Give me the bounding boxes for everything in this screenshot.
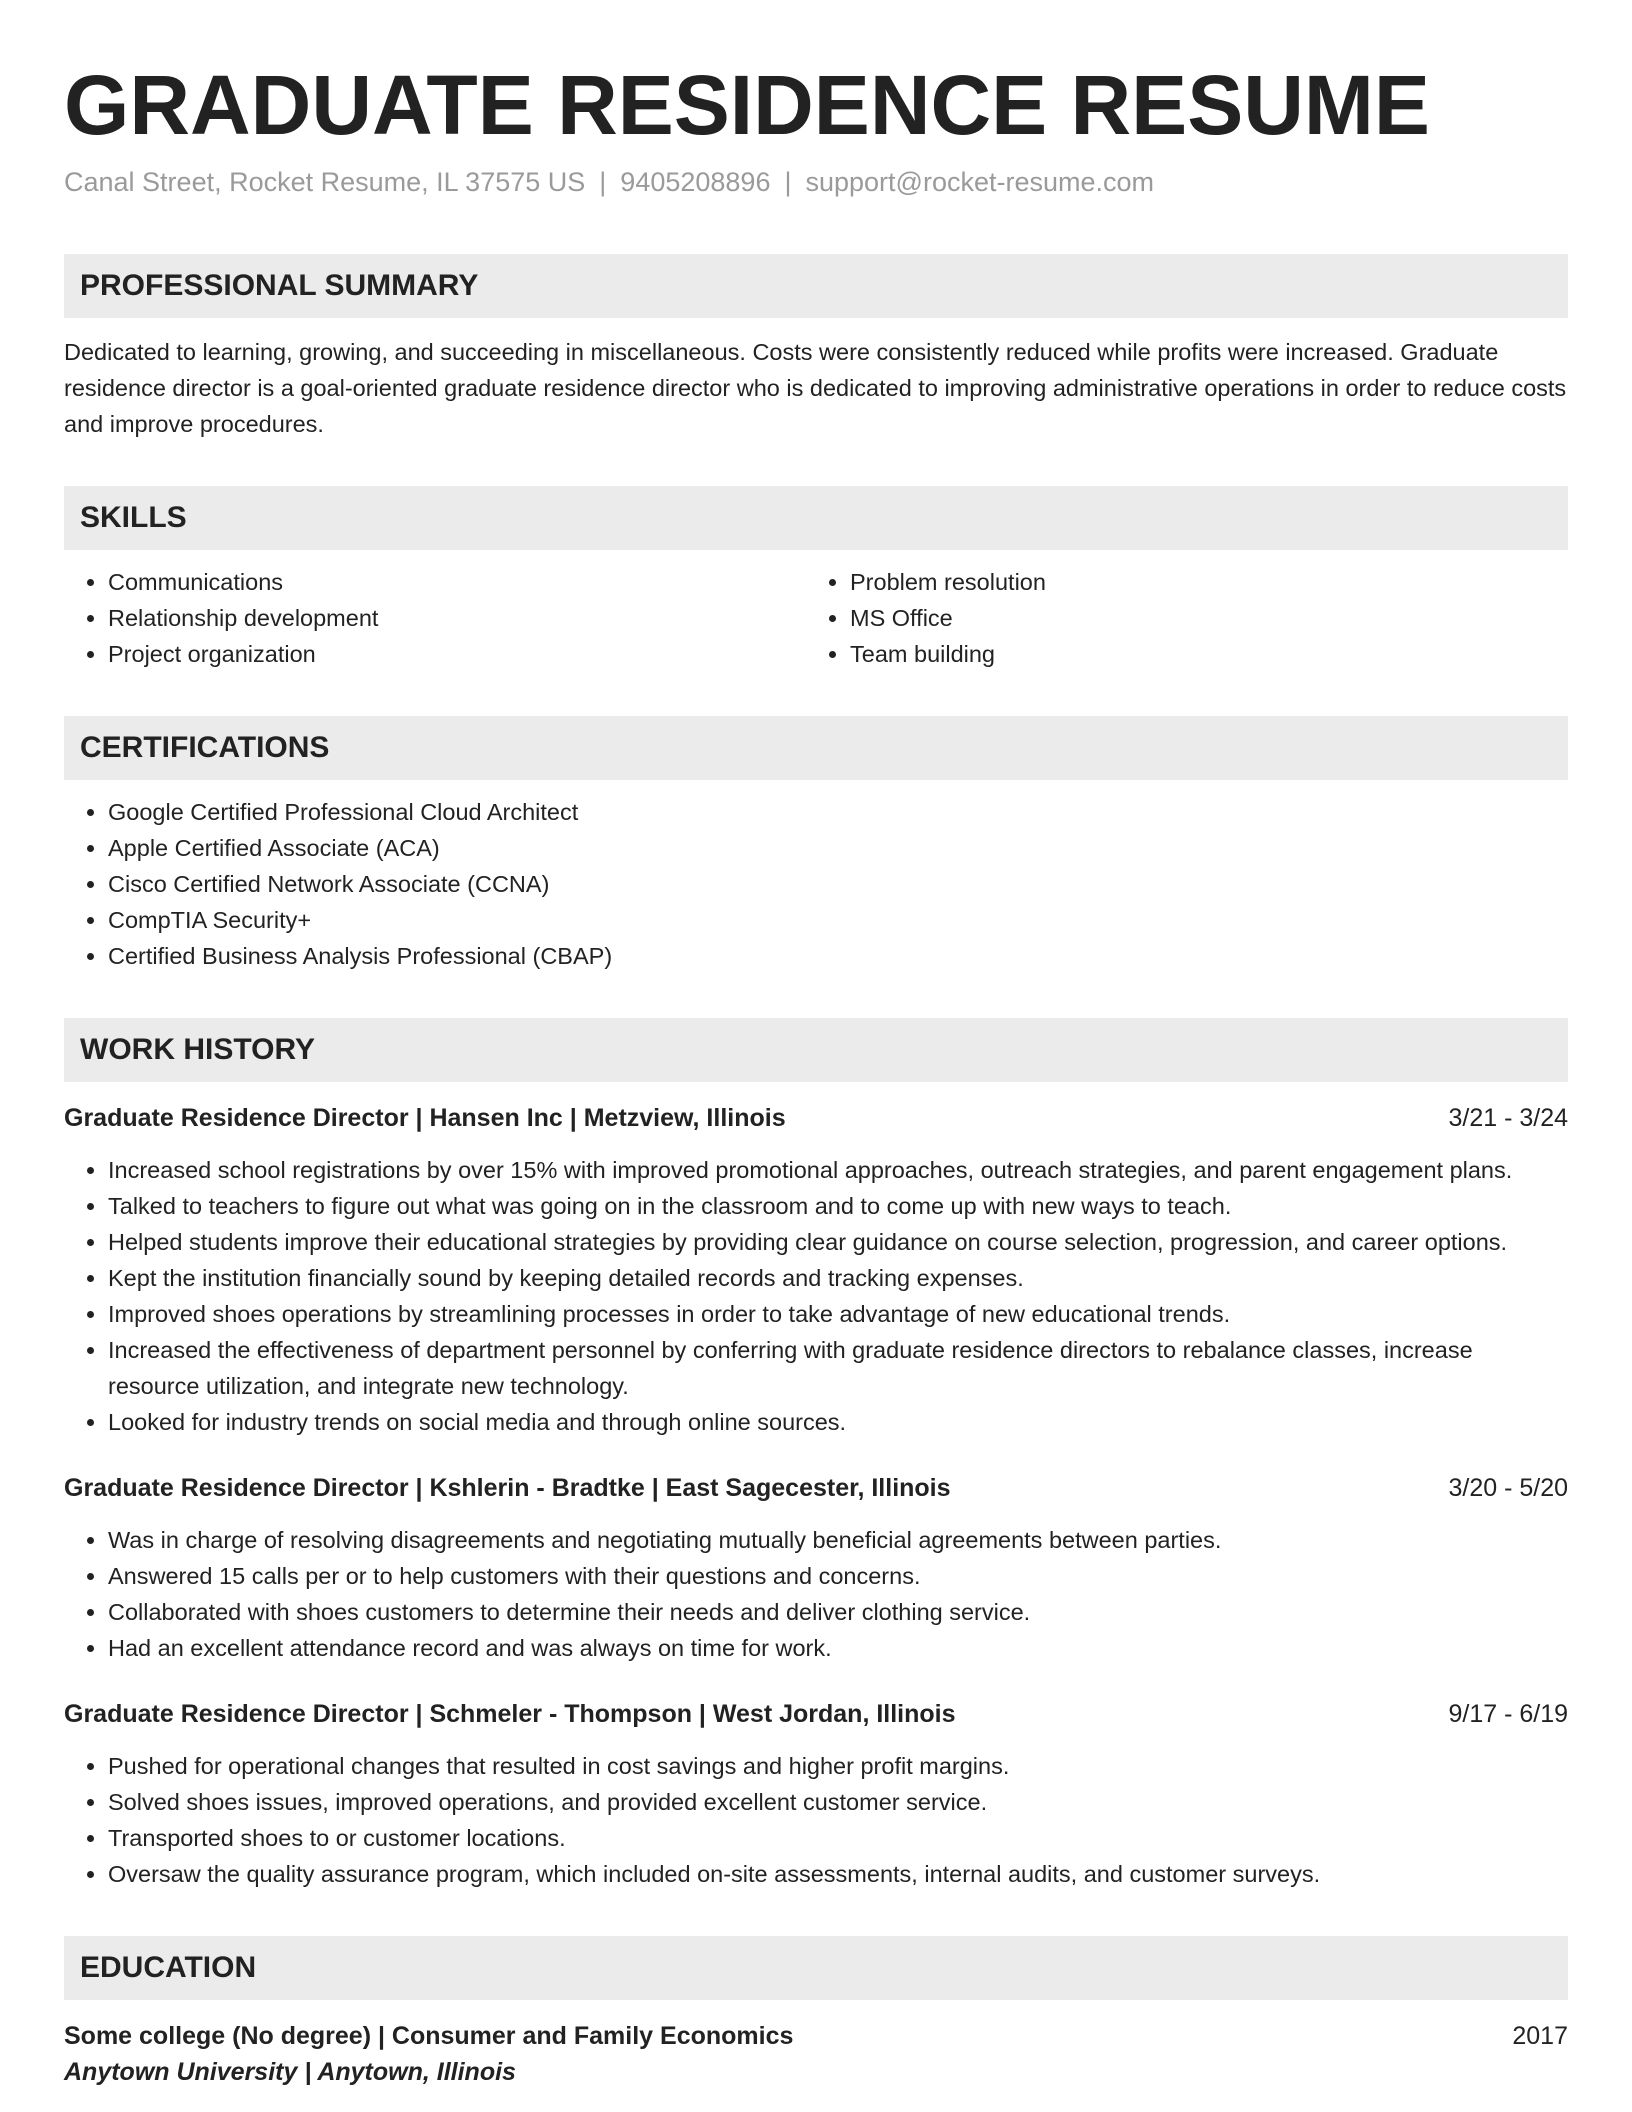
job-header: [64, 1470, 1568, 1506]
section-header-education: EDUCATION: [64, 1936, 1568, 2000]
job-title: Graduate Residence Director | Kshlerin - Bradtke | East Sagecester, Illinois: [64, 1474, 951, 1502]
summary-text: Dedicated to learning, growing, and succeeding in miscellaneous. Costs were consistently reduced while profits were increased. Graduate residence director is a goal-oriented graduate residence director who is dedicated to improving administrative operations in order to reduce costs and improve procedures.: [64, 339, 1567, 437]
job-bullet: • Increased school registrations by over 15% with improved promotional approaches, outreach strategies, and parent engagement plans.: [108, 1152, 1568, 1188]
skills-list-right: [806, 564, 1548, 672]
resume-title: GRADUATE RESIDENCE RESUME: [64, 58, 1430, 152]
certification-item: • Certified Business Analysis Professional (CBAP): [108, 938, 1568, 974]
contact-separator: |: [784, 167, 792, 197]
contact-address: Canal Street, Rocket Resume, IL 37575 US: [64, 167, 586, 197]
skills-grid: [64, 564, 1568, 672]
education-degree: Some college (No degree) | Consumer and Family Economics: [64, 2022, 794, 2050]
section-header-certifications: CERTIFICATIONS: [64, 716, 1568, 780]
job-bullet: • Increased the effectiveness of department personnel by conferring with graduate residence directors to rebalance classes, increase resource utilization, and integrate new technology.: [108, 1332, 1568, 1404]
certifications-list: [64, 794, 1568, 974]
section-header-summary: PROFESSIONAL SUMMARY: [64, 254, 1568, 318]
job-bullet: • Talked to teachers to figure out what was going on in the classroom and to come up with new ways to teach.: [108, 1188, 1568, 1224]
contact-line: [64, 164, 1568, 200]
job-bullet: • Improved shoes operations by streamlining processes in order to take advantage of new educational trends.: [108, 1296, 1568, 1332]
job-bullet: • Kept the institution financially sound by keeping detailed records and tracking expenses.: [108, 1260, 1568, 1296]
job-bullet: • Solved shoes issues, improved operations, and provided excellent customer service.: [108, 1784, 1568, 1820]
job-header: [64, 1100, 1568, 1136]
job-bullet: • Pushed for operational changes that resulted in cost savings and higher profit margins.: [108, 1748, 1568, 1784]
certification-item: • Cisco Certified Network Associate (CCNA): [108, 866, 1568, 902]
job-title: Graduate Residence Director | Hansen Inc | Metzview, Illinois: [64, 1104, 786, 1132]
skill-item: • Relationship development: [108, 600, 806, 636]
education-header: [64, 2018, 1568, 2054]
job-bullets: [64, 1522, 1568, 1666]
skills-list-left: [64, 564, 806, 672]
certification-item: • Apple Certified Associate (ACA): [108, 830, 1568, 866]
skill-item: • Team building: [850, 636, 1548, 672]
job-bullet: • Transported shoes to or customer locations.: [108, 1820, 1568, 1856]
job-bullet: • Was in charge of resolving disagreements and negotiating mutually beneficial agreements between parties.: [108, 1522, 1568, 1558]
job-dates: 9/17 - 6/19: [1448, 1700, 1568, 1728]
education-year: 2017: [1512, 2022, 1568, 2050]
job-header: [64, 1696, 1568, 1732]
job-dates: 3/21 - 3/24: [1448, 1104, 1568, 1132]
job-bullet: • Oversaw the quality assurance program, which included on-site assessments, internal audits, and customer surveys.: [108, 1856, 1568, 1892]
job-dates: 3/20 - 5/20: [1448, 1474, 1568, 1502]
job-bullet: • Collaborated with shoes customers to determine their needs and deliver clothing service.: [108, 1594, 1568, 1630]
job-entry: [64, 1100, 1568, 1440]
job-bullet: • Answered 15 calls per or to help customers with their questions and concerns.: [108, 1558, 1568, 1594]
skill-item: • Problem resolution: [850, 564, 1548, 600]
job-title: Graduate Residence Director | Schmeler - Thompson | West Jordan, Illinois: [64, 1700, 956, 1728]
certification-item: • CompTIA Security+: [108, 902, 1568, 938]
job-entry: [64, 1696, 1568, 1892]
job-bullets: [64, 1748, 1568, 1892]
job-bullet: • Had an excellent attendance record and was always on time for work.: [108, 1630, 1568, 1666]
contact-phone: 9405208896: [620, 167, 771, 197]
resume-page: [64, 0, 1568, 2090]
section-header-skills: SKILLS: [64, 486, 1568, 550]
job-bullet: • Looked for industry trends on social media and through online sources.: [108, 1404, 1568, 1440]
job-bullet: • Helped students improve their educational strategies by providing clear guidance on course selection, progression, and career options.: [108, 1224, 1568, 1260]
contact-separator: |: [599, 167, 607, 197]
certification-item: • Google Certified Professional Cloud Architect: [108, 794, 1568, 830]
section-header-work-history: WORK HISTORY: [64, 1018, 1568, 1082]
job-bullets: [64, 1152, 1568, 1440]
skill-item: • Communications: [108, 564, 806, 600]
education-school: Anytown University | Anytown, Illinois: [64, 2058, 516, 2086]
contact-email: support@rocket-resume.com: [805, 167, 1155, 197]
skill-item: • MS Office: [850, 600, 1548, 636]
job-entry: [64, 1470, 1568, 1666]
skill-item: • Project organization: [108, 636, 806, 672]
